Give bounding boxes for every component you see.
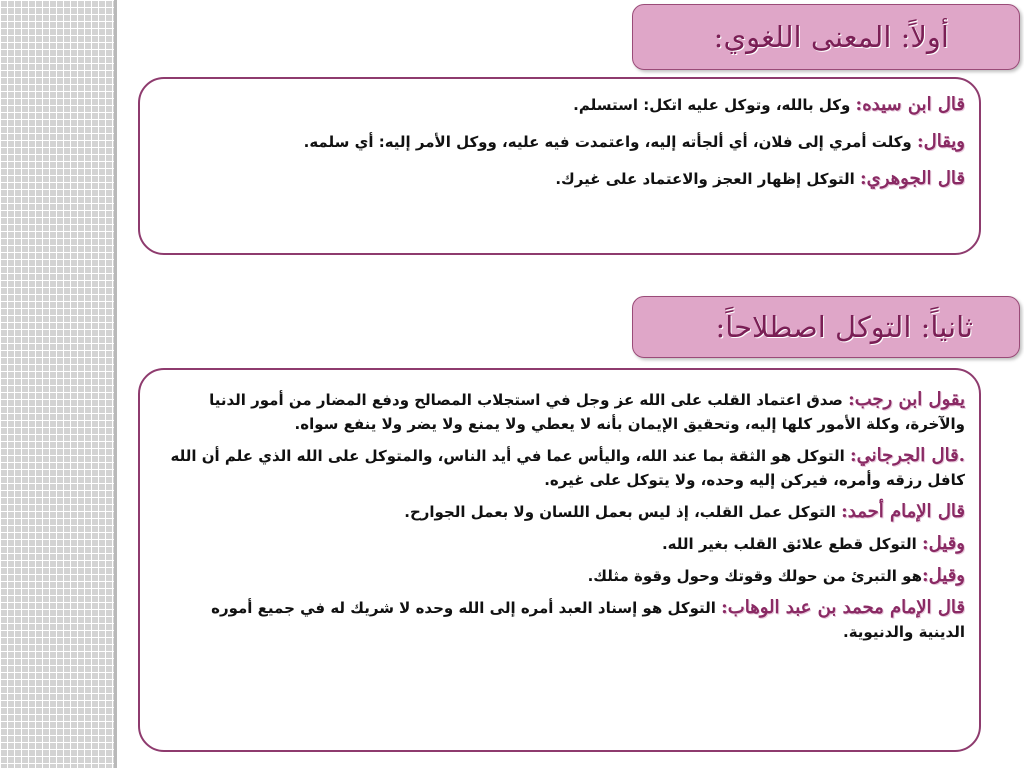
definition-text: التوكل إظهار العجز والاعتماد على غيرك. — [555, 170, 860, 188]
definition-paragraph — [154, 167, 965, 191]
definition-text: وكلت أمري إلى فلان، أي ألجأته إليه، واعتمدت فيه عليه، ووكل الأمر إليه: أي سلمه. — [303, 133, 917, 151]
definition-label: قال الإمام أحمد: — [841, 501, 965, 522]
definition-text: التوكل عمل القلب، إذ ليس بعمل اللسان ولا بعمل الجوارح. — [404, 503, 842, 521]
definition-label: .قال الجرجاني: — [849, 445, 965, 466]
side-strip-edge — [114, 0, 117, 768]
definition-label: وقيل: — [921, 565, 965, 586]
section2-heading — [632, 296, 1020, 358]
definition-paragraph — [154, 130, 965, 154]
definition-text: صدق اعتماد القلب على الله عز وجل في استجلاب المصالح ودفع المضار من أمور الدنيا والآخرة، وكلة الأمور كلها إليه، وتحقيق الإيمان بأنه لا يعطي ولا يمنع ولا يضر ولا ينفع سواه. — [209, 391, 965, 433]
decorative-side-strip — [0, 0, 114, 768]
definition-label: ويقال: — [916, 131, 965, 152]
definition-label: وقيل: — [921, 533, 965, 554]
definition-paragraph — [166, 500, 965, 524]
definition-label: يقول ابن رجب: — [848, 389, 965, 410]
definition-text: التوكل هو الثقة بما عند الله، واليأس عما في أيد الناس، والمتوكل على الله الذي علم أن الله كافل رزقه وأمره، فيركن إليه وحده، ولا يتوكل على غيره. — [170, 447, 965, 489]
section1-title: أولاً: المعنى اللغوي: — [713, 20, 949, 54]
definition-text: هو التبرئ من حولك وقوتك وحول وقوة مثلك. — [587, 567, 922, 585]
definition-text: وكل بالله، وتوكل عليه اتكل: استسلم. — [573, 96, 856, 114]
definition-text: التوكل هو إسناد العبد أمره إلى الله وحده لا شريك له في جميع أموره الدينية والدنيوية. — [211, 599, 965, 641]
definition-paragraph — [154, 93, 965, 117]
definition-paragraph — [166, 388, 965, 436]
definition-label: قال الجوهري: — [860, 168, 965, 189]
definition-paragraph — [166, 596, 965, 644]
section2-content-box — [138, 368, 981, 752]
section2-title: ثانياً: التوكل اصطلاحاً: — [715, 310, 973, 344]
definition-label: قال الإمام محمد بن عبد الوهاب: — [721, 597, 965, 618]
definition-text: التوكل قطع علائق القلب بغير الله. — [661, 535, 922, 553]
definition-paragraph — [166, 444, 965, 492]
definition-label: قال ابن سيده: — [855, 94, 965, 115]
section1-content-box — [138, 77, 981, 255]
definition-paragraph — [166, 532, 965, 556]
definition-paragraph — [166, 564, 965, 588]
section1-heading — [632, 4, 1020, 70]
